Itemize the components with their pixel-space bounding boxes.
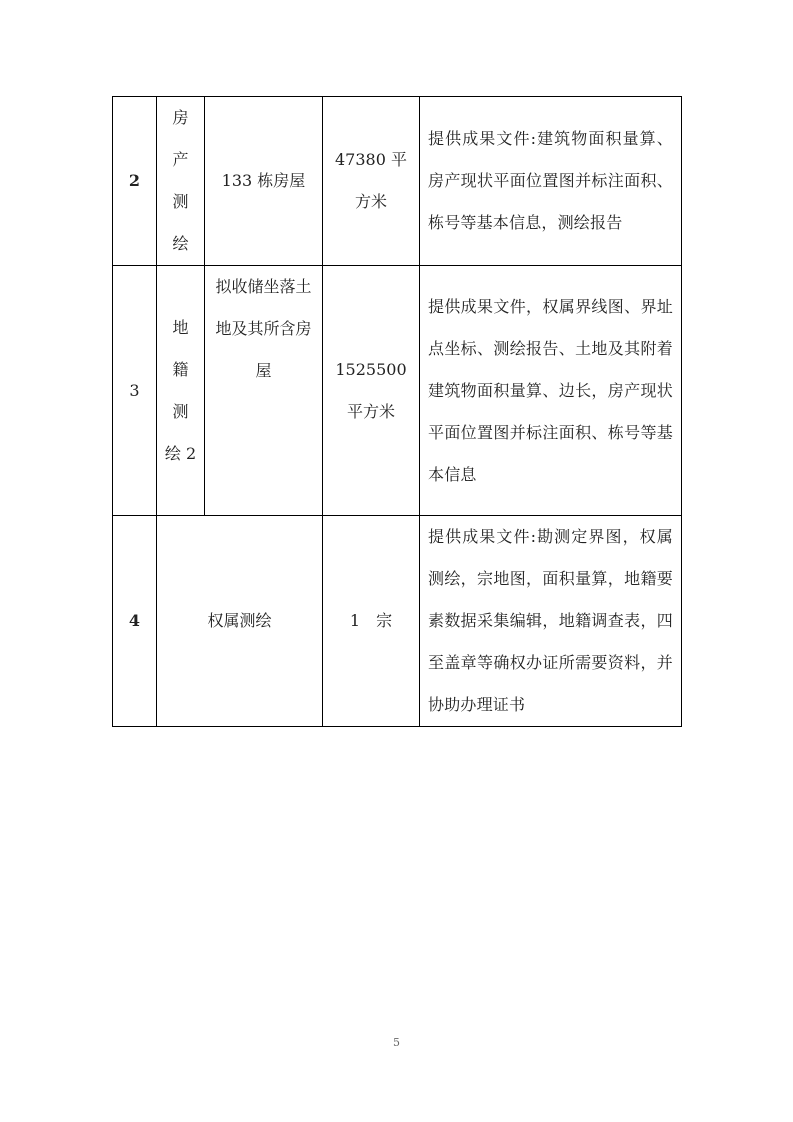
survey-type-char: 籍 bbox=[172, 359, 189, 379]
survey-type-cell bbox=[157, 266, 205, 516]
survey-type-char: 地 bbox=[172, 317, 189, 337]
survey-type-char: 测 bbox=[172, 401, 189, 421]
survey-object: 133 栋房屋 bbox=[205, 97, 323, 266]
survey-type-char: 产 bbox=[172, 150, 189, 169]
deliverables-description: 提供成果文件:勘测定界图，权属测绘，宗地图，面积量算，地籍要素数据采集编辑，地籍调查表，四至盖章等确权办证所需要资料，并协助办理证书 bbox=[420, 516, 682, 727]
deliverables-description: 提供成果文件:建筑物面积量算、房产现状平面位置图并标注面积、栋号等基本信息，测绘报告 bbox=[420, 97, 682, 266]
survey-type-char: 绘 2 bbox=[164, 443, 197, 463]
survey-type-char: 测 bbox=[172, 192, 189, 211]
survey-quantity: 47380 平方米 bbox=[323, 97, 420, 266]
survey-quantity: 1 宗 bbox=[323, 516, 420, 727]
row-number: 4 bbox=[113, 516, 157, 727]
table-row bbox=[113, 266, 682, 516]
survey-type-char: 绘 bbox=[172, 234, 189, 253]
survey-object: 拟收储坐落土地及其所含房屋 bbox=[205, 266, 323, 516]
survey-type-char: 房 bbox=[172, 108, 189, 127]
deliverables-description: 提供成果文件，权属界线图、界址点坐标、测绘报告、土地及其附着建筑物面积量算、边长，房产现状平面位置图并标注面积、栋号等基本信息 bbox=[420, 266, 682, 516]
survey-type-cell bbox=[157, 97, 205, 266]
row-number: 3 bbox=[113, 266, 157, 516]
page-number: 5 bbox=[393, 1036, 400, 1049]
survey-quantity: 1525500 平方米 bbox=[323, 266, 420, 516]
row-number: 2 bbox=[113, 97, 157, 266]
survey-type: 权属测绘 bbox=[157, 516, 323, 727]
table-row bbox=[113, 516, 682, 727]
survey-items-table bbox=[112, 96, 682, 727]
table-row bbox=[113, 97, 682, 266]
